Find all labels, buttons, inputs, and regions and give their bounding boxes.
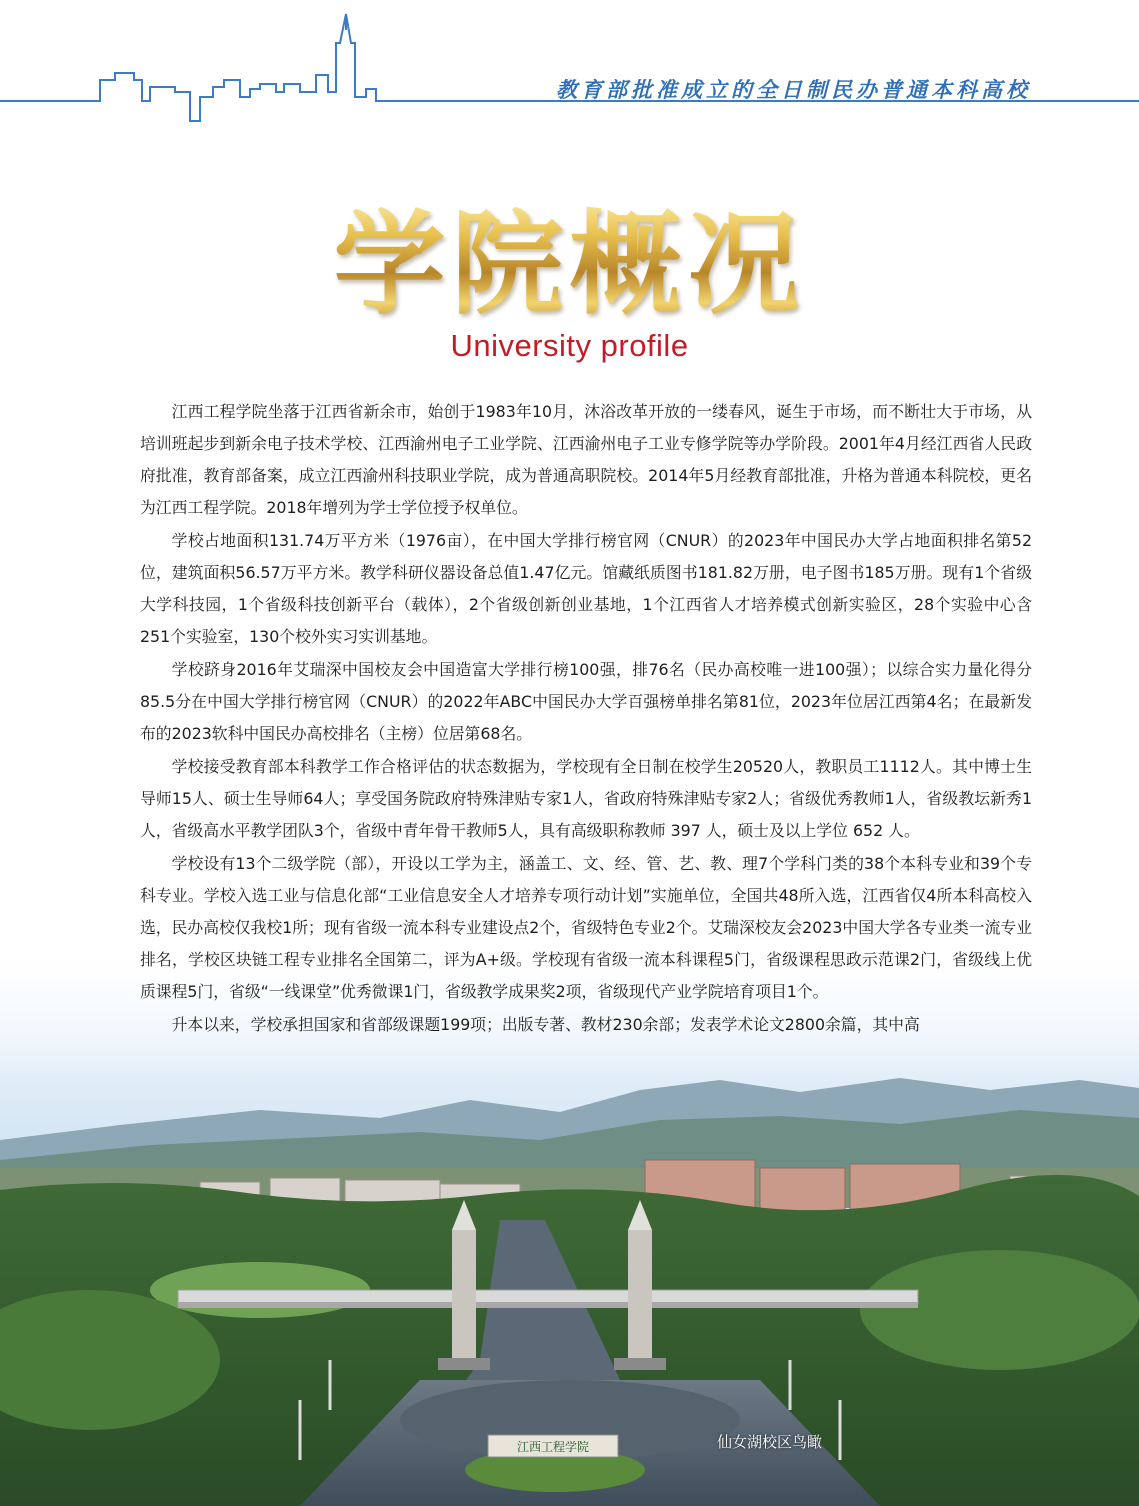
- page-title: 学院概况: [0, 190, 1139, 340]
- paragraph: 升本以来，学校承担国家和省部级课题199项；出版专著、教材230余部；发表学术论文2800余篇，其中高: [171, 1015, 920, 1034]
- photo-caption: 仙女湖校区鸟瞰: [716, 1433, 822, 1451]
- gate-sign-text: 江西工程学院: [516, 1440, 590, 1454]
- header-skyline-decoration: [0, 0, 1139, 140]
- article-body: [140, 396, 1032, 1042]
- page-subtitle: University profile: [450, 328, 689, 363]
- header-tagline: 教育部批准成立的全日制民办普通本科高校: [556, 77, 1031, 102]
- paragraph: 学校接受教育部本科教学工作合格评估的状态数据为，学校现有全日制在校学生20520人，教职员工1112人。其中博士生导师15人、硕士生导师64人；享受国务院政府特殊津贴专家1人，省政府特殊津贴专家2人；省级优秀教师1人，省级教坛新秀1人，省级高水平教学团队3个，省级中青年骨干教师5人，具有高级职称教师 397 人，硕士及以上学位 652 人。: [140, 757, 1032, 840]
- paragraph: 学校设有13个二级学院（部），开设以工学为主，涵盖工、文、经、管、艺、教、理7个学科门类的38个本科专业和39个专科专业。学校入选工业与信息化部“工业信息安全人才培养专项行动计划”实施单位，全国共48所入选，江西省仅4所本科高校入选，民办高校仅我校1所；现有省级一流本科专业建设点2个，省级特色专业2个。艾瑞深校友会2023中国大学各专业类一流专业排名，学校区块链工程专业排名全国第二，评为A+级。学校现有省级一流本科课程5门，省级课程思政示范课2门，省级线上优质课程5门，省级“一线课堂”优秀微课1门，省级教学成果奖2项，省级现代产业学院培育项目1个。: [140, 854, 1032, 1001]
- paragraph: 学校占地面积131.74万平方米（1976亩），在中国大学排行榜官网（CNUR）的2023年中国民办大学占地面积排名第52位，建筑面积56.57万平方米。教学科研仪器设备总值1.47亿元。馆藏纸质图书181.82万册，电子图书185万册。现有1个省级大学科技园，1个省级科技创新平台（载体），2个省级创新创业基地，1个江西省人才培养模式创新实验区，28个实验中心含251个实验室，130个校外实习实训基地。: [140, 531, 1032, 646]
- paragraph: 学校跻身2016年艾瑞深中国校友会中国造富大学排行榜100强，排76名（民办高校唯一进100强）；以综合实力量化得分85.5分在中国大学排行榜官网（CNUR）的2022年ABC中国民办大学百强榜单排名第81位，2023年位居江西第4名；在最新发布的2023软科中国民办高校排名（主榜）位居第68名。: [140, 660, 1032, 743]
- paragraph: 江西工程学院坐落于江西省新余市，始创于1983年10月，沐浴改革开放的一缕春风，诞生于市场，而不断壮大于市场，从培训班起步到新余电子技术学校、江西渝州电子工业学院、江西渝州电子工业专修学院等办学阶段。2001年4月经江西省人民政府批准，教育部备案，成立江西渝州科技职业学院，成为普通高职院校。2014年5月经教育部批准，升格为普通本科院校，更名为江西工程学院。2018年增列为学士学位授予权单位。: [140, 402, 1032, 517]
